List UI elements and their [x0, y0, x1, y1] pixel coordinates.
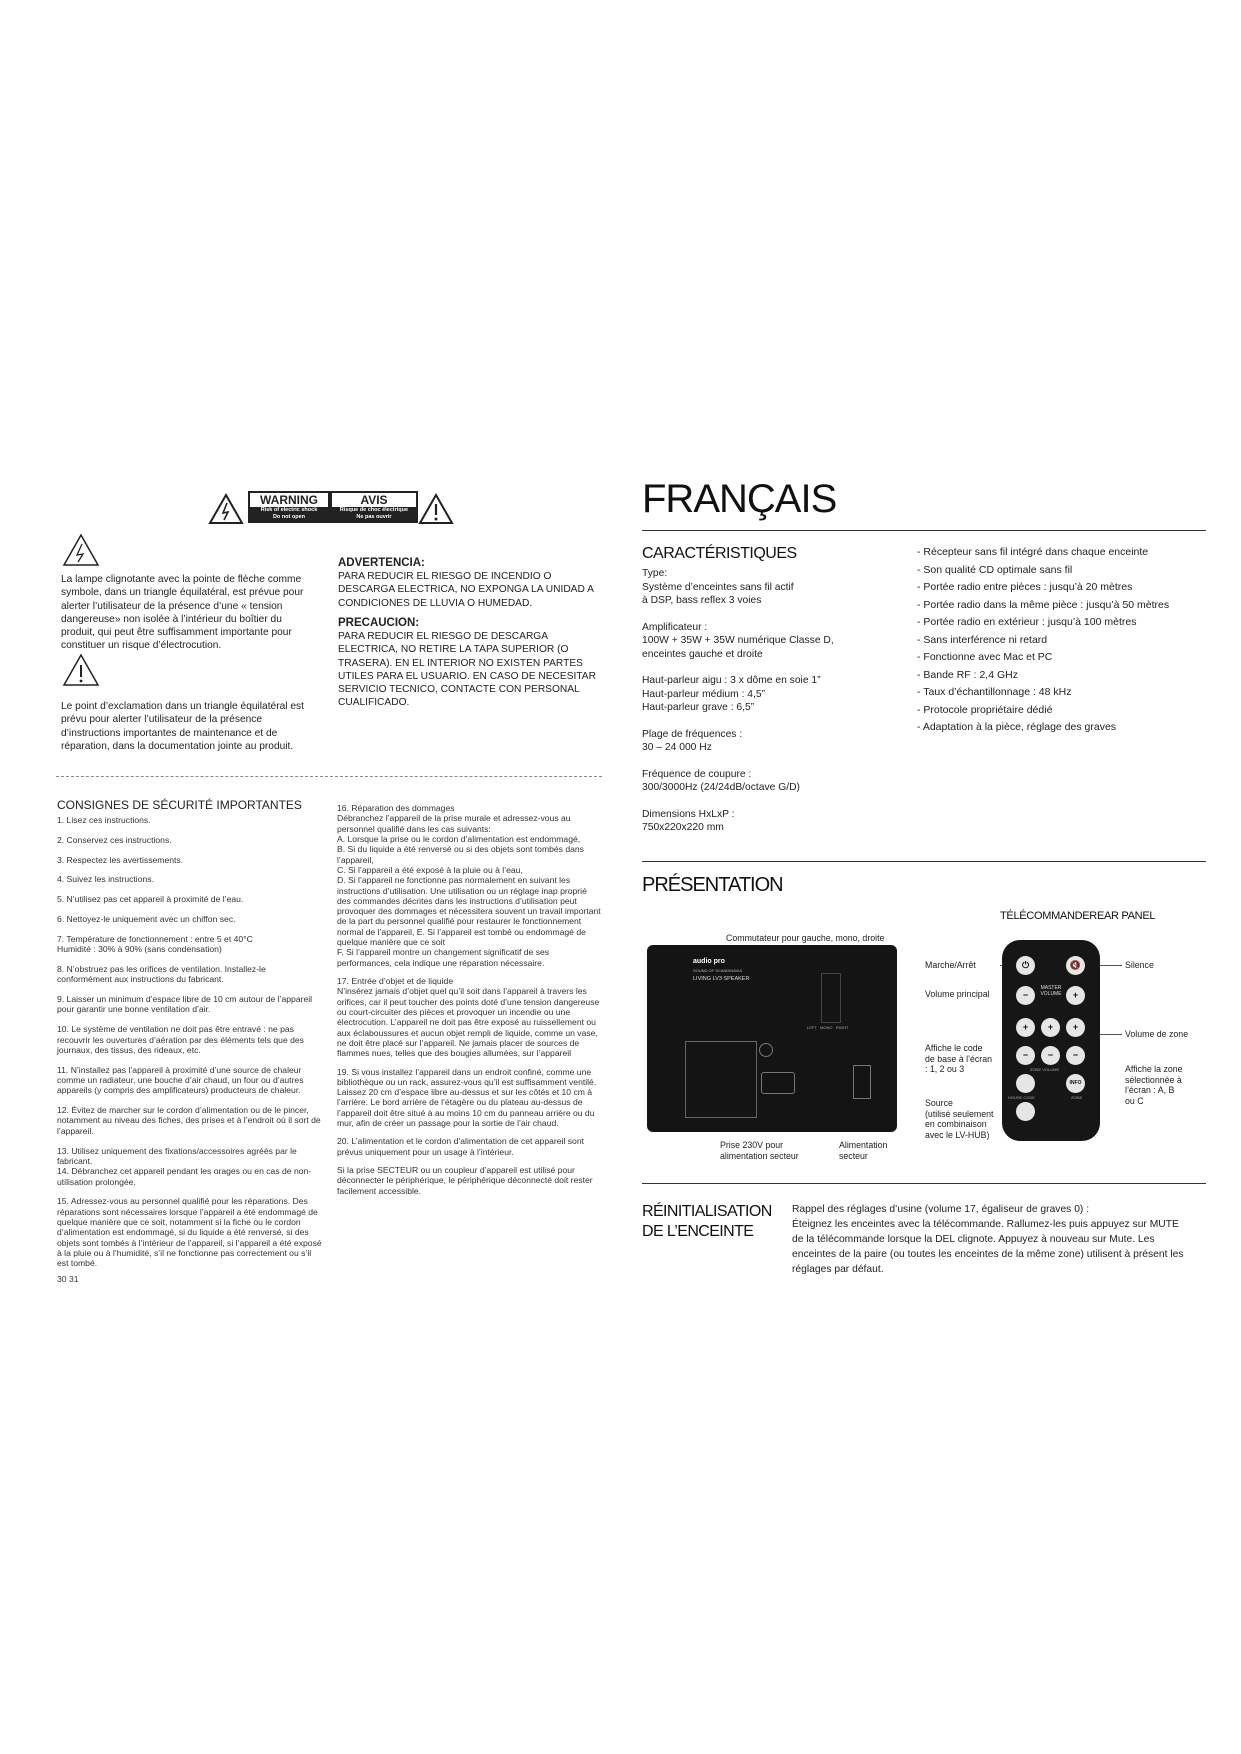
- power-button[interactable]: ⏻: [1016, 956, 1035, 975]
- specs-list: [642, 567, 882, 848]
- safety-list-item: 5. N’utilisez pas cet appareil à proximité de l’eau.: [57, 894, 244, 905]
- power-socket-label: Prise 230V pour alimentation secteur: [720, 1140, 799, 1161]
- mute-button[interactable]: 🔇: [1066, 956, 1085, 975]
- sticker: [685, 1041, 757, 1118]
- rear-panel-image: [647, 945, 897, 1132]
- volume-up-button[interactable]: +: [1066, 986, 1085, 1005]
- warning-text: WARNING: [260, 493, 318, 507]
- safety-list-item: 11. N’installez pas l’appareil à proximité d’une source de chaleur comme un radiateur, une bouche d’air chaud, un four ou d’autres appareils (y compris des amplificateurs) producteurs de chaleur.: [57, 1064, 304, 1096]
- zone-a-up-button[interactable]: +: [1016, 1018, 1035, 1037]
- exclamation-triangle-icon: [62, 653, 100, 687]
- feature-item: - Taux d’échantillonnage : 48 kHz: [917, 686, 1072, 698]
- safety-list-item: 4. Suivez les instructions.: [57, 874, 154, 885]
- feature-item: - Sans interférence ni retard: [917, 633, 1048, 646]
- master-volume-label: MASTER VOLUME: [1040, 985, 1062, 997]
- remote-control: [1002, 940, 1100, 1141]
- feature-item: - Bande RF : 2,4 GHz: [917, 668, 1018, 681]
- precaucion-text: PARA REDUCIR EL RIESGO DE DESCARGA ELECTRICA, NO RETIRE LA TAPA SUPERIOR (O TRASERA). EN EL INTERIOR NO EXISTEN PARTES UTILES PARA EL USUARIO. EN CASO DE NECESITAR SERVICIO TECNICO, CONTACTE CON PERSONAL CUALIFICADO.: [338, 631, 596, 709]
- left-page: [0, 0, 620, 1754]
- avis-box: [330, 491, 418, 523]
- warning-sub1: Risk of electric shock: [250, 507, 328, 514]
- brand-subtitle: SOUND OF SCANDINAVIA: [693, 968, 743, 973]
- house-code-button[interactable]: [1016, 1074, 1035, 1093]
- reset-rule: [642, 1183, 1206, 1184]
- feature-item: - Protocole propriétaire dédié: [917, 703, 1053, 716]
- safety-list-item: 13. Utilisez uniquement des fixations/accessoires agréés par le fabricant. 14. Débranchez cet appareil pendant les orages ou en cas de non-utilisation prolongée.: [57, 1145, 312, 1187]
- safety-list-item: 17. Entrée d’objet et de liquide N’insérez jamais d’objet quel qu’il soit dans l’appareil à travers les orifices, car il peut toucher des points doté d’une tension dangereuse ou court-circuiter des pièces et provoquer un incendie ou une électrocution. L’appareil ne doit pas être exposé au ruissellement ou aux éclaboussures et aucun objet rempli de liquide, comme un vase, ne doit être placé sur l’appareil. Ne jamais placer de sources de flammes nues, telles que des bougies allumées, sur l’appareil: [337, 976, 600, 1059]
- zone-c-up-button[interactable]: +: [1066, 1018, 1085, 1037]
- spec-item: Type: Système d’enceintes sans fil actif à DSP, bass reflex 3 voies: [642, 568, 794, 606]
- spec-item: Haut-parleur aigu : 3 x dôme en soie 1” Haut-parleur médium : 4,5” Haut-parleur grave : 6,5”: [642, 675, 821, 713]
- safety-list-col1: [57, 815, 323, 1278]
- safety-list-col2: [337, 803, 601, 1204]
- callout-line: [1100, 1034, 1122, 1035]
- zone-b-up-button[interactable]: +: [1041, 1018, 1060, 1037]
- feature-item: - Portée radio dans la même pièce : jusqu’à 50 mètres: [917, 598, 1170, 611]
- lightning-triangle-icon: [62, 533, 100, 567]
- right-page: [620, 0, 1241, 1754]
- volume-label: Volume principal: [925, 989, 990, 999]
- house-code-tag: HOUSE CODE: [1008, 1095, 1035, 1100]
- spec-item: Dimensions HxLxP : 750x220x220 mm: [642, 808, 735, 833]
- brand-logo: audio pro: [693, 958, 725, 965]
- volume-down-button[interactable]: −: [1016, 986, 1035, 1005]
- lightning-triangle-icon: [208, 493, 244, 525]
- spec-item: Fréquence de coupure : 300/3000Hz (24/24dB/octave G/D): [642, 768, 800, 793]
- zone-a-down-button[interactable]: −: [1016, 1046, 1035, 1065]
- features-list: [917, 546, 1217, 739]
- safety-list-item: 3. Respectez les avertissements.: [57, 854, 184, 865]
- spec-item: Amplificateur : 100W + 35W + 35W numérique Classe D, enceintes gauche et droite: [642, 621, 834, 660]
- dashed-divider: [56, 776, 602, 777]
- presentation-rule: [642, 861, 1206, 862]
- feature-item: - Portée radio en extérieur : jusqu’à 100 mètres: [917, 616, 1137, 628]
- zone-c-down-button[interactable]: −: [1066, 1046, 1085, 1065]
- connector-icon: [759, 1043, 773, 1057]
- page-title: FRANÇAIS: [642, 477, 837, 521]
- warning-sub2: Do not open: [250, 514, 328, 521]
- characteristics-title: CARACTÉRISTIQUES: [642, 545, 797, 562]
- safety-list-item: 19. Si vous installez l’appareil dans un endroit confiné, comme une bibliothèque ou un rack, assurez-vous qu’il est suffisamment ventilé. Laissez 20 cm d’espace libre au-dessus et sur les côtés et 10 cm à l’arrière. Le bord arrière de l’étagère ou du plateau au-dessus de l’appareil doit être situé à au moins 10 cm du panneau arrière ou du mur, afin de créer un passage pour la sortie de l’air chaud.: [337, 1066, 597, 1129]
- exclamation-triangle-icon: [418, 493, 454, 525]
- safety-list-item: 15. Adressez-vous au personnel qualifié pour les réparations. Des réparations sont nécessaires lorsque l’appareil a été endommagé de quelque manière que ce soit, notamment si la fiche ou le cordon d’alimentation est endommagé, si du liquide a été renversé, si des objets sont tombés à l’intérieur de l’appareil, si l’appareil a été exposé à la pluie ou à l’humidité, s’il ne fonctionne pas correctement ou s’il est tombé.: [57, 1196, 322, 1269]
- safety-list-item: 6. Nettoyez-le uniquement avec un chiffon sec.: [57, 914, 236, 925]
- power-switch: [853, 1065, 871, 1099]
- on-off-label: Marche/Arrêt: [925, 960, 976, 970]
- feature-item: - Récepteur sans fil intégré dans chaque enceinte: [917, 546, 1149, 558]
- safety-list-item: Si la prise SECTEUR ou un coupleur d’appareil est utilisé pour déconnecter le périphérique, le périphérique déconnecté doit rester facilement accessible.: [337, 1165, 593, 1196]
- callout-line: [1100, 965, 1122, 966]
- safety-list-item: 9. Laisser un minimum d’espace libre de 10 cm autour de l’appareil pour garantir une bonne ventilation d’air.: [57, 994, 313, 1015]
- avis-text: AVIS: [360, 493, 388, 507]
- safety-title: CONSIGNES DE SÉCURITÉ IMPORTANTES: [57, 798, 302, 812]
- precaucion-block: [338, 617, 600, 710]
- feature-item: - Son qualité CD optimale sans fil: [917, 563, 1073, 576]
- feature-item: - Portée radio entre pièces : jusqu’à 20 mètres: [917, 581, 1133, 593]
- power-socket: [761, 1072, 795, 1094]
- mute-label: Silence: [1125, 960, 1154, 970]
- model-label: LIVING LV3 SPEAKER: [693, 976, 750, 982]
- precaucion-title: PRECAUCION:: [338, 617, 420, 629]
- avis-sub1: Risque de choc électrique: [332, 507, 416, 514]
- source-button[interactable]: [1016, 1102, 1035, 1121]
- base-code-label: Affiche le code de base à l’écran : 1, 2 ou 3: [925, 1043, 992, 1075]
- safety-list-item: 2. Conservez ces instructions.: [57, 834, 172, 845]
- source-label: Source (utilisé seulement en combinaison avec le LV-HUB): [925, 1098, 994, 1140]
- switch-label: Commutateur pour gauche, mono, droite: [726, 933, 885, 943]
- lightning-description: La lampe clignotante avec la pointe de flèche comme symbole, dans un triangle équilatéral, est prévue pour alerter l’utilisateur de la présence d’une « tension dangereuse» non isolée à l’intérieur du boîtier du produit, qui peut être suffisamment importante pour constituer un risque d’électrocution.: [61, 574, 304, 652]
- feature-item: - Fonctionne avec Mac et PC: [917, 651, 1053, 663]
- safety-list-item: 10. Le système de ventilation ne doit pas être entravé : ne pas recouvrir les ouvertures d’aération par des éléments tels que des journaux, des tissus, des rideaux, etc.: [57, 1024, 304, 1055]
- panel-title: TÉLÉCOMMANDEREAR PANEL: [1000, 910, 1156, 922]
- safety-list-item: 1. Lisez ces instructions.: [57, 815, 151, 825]
- safety-list-item: 16. Réparation des dommages Débranchez l’appareil de la prise murale et adressez-vous au personnel qualifié dans les cas suivants: A. Lorsque la prise ou le cordon d’alimentation est endommagé, B. Si du liquide a été renversé ou si des objets sont tombés dans l’appareil, C. Si l’appareil a été exposé à la pluie ou à l’eau, D. Si l’appareil ne fonctionne pas normalement en suivant les instructions d’utilisation. Une utilisation ou un réglage inap proprié des commandes décrites dans les instructions d’utilisation peut provoquer des dommages et nécessitera souvent un travail important de la part du personnel qualifié pour restaurer le fonctionnement normal de l’appareil, E. Si l’appareil est tombé ou endommagé de quelque manière que ce soit F. Si l’appareil montre un changement significatif de ses performances, cela indique une réparation nécessaire.: [337, 803, 601, 968]
- power-supply-label: Alimentation secteur: [839, 1140, 888, 1161]
- exclamation-description: Le point d’exclamation dans un triangle équilatéral est prévu pour alerter l’utilisateur de la présence d’instructions importantes de maintenance et de réparation, dans la documentation jointe au produit.: [61, 701, 304, 752]
- zone-volume-label: Volume de zone: [1125, 1029, 1189, 1039]
- page-numbers: 30 31: [57, 1274, 79, 1284]
- advertencia-title: ADVERTENCIA:: [338, 557, 425, 569]
- zone-b-down-button[interactable]: −: [1041, 1046, 1060, 1065]
- zone-volume-tag: ZONE VOLUME: [1030, 1067, 1060, 1072]
- spec-item: Plage de fréquences : 30 – 24 000 Hz: [642, 728, 743, 753]
- advertencia-text: PARA REDUCIR EL RIESGO DE INCENDIO O DESCARGA ELECTRICA, NO EXPONGA LA UNIDAD A CONDICIONES DE LLUVIA O HUMEDAD.: [338, 571, 594, 609]
- safety-list-item: 20. L’alimentation et le cordon d’alimentation de cet appareil sont prévus uniquement pour un usage à l’intérieur.: [337, 1136, 584, 1157]
- presentation-title: PRÉSENTATION: [642, 874, 783, 896]
- zone-display-label: Affiche la zone sélectionnée à l’écran : A, B ou C: [1125, 1064, 1183, 1106]
- zone-tag: ZONE: [1071, 1095, 1083, 1100]
- avis-sub2: Ne pas ouvrir: [332, 514, 416, 521]
- title-rule: [642, 530, 1206, 531]
- info-button[interactable]: INFO: [1066, 1074, 1085, 1093]
- safety-list-item: 12. Évitez de marcher sur le cordon d’alimentation ou de le pincer, notamment au niveau des fiches, des prises et à l’endroit où il sort de l’appareil.: [57, 1105, 321, 1136]
- safety-list-item: 7. Température de fonctionnement : entre 5 et 40°C Humidité : 30% à 90% (sans condensation): [57, 933, 253, 955]
- feature-item: - Adaptation à la pièce, réglage des graves: [917, 721, 1117, 733]
- advertencia-block: [338, 557, 600, 610]
- reset-title: RÉINITIALISATION DE L’ENCEINTE: [642, 1203, 772, 1240]
- warning-label: [208, 491, 454, 527]
- reset-text: Rappel des réglages d’usine (volume 17, égaliseur de graves 0) : Éteignez les enceintes avec la télécommande. Rallumez-les puis appuyez sur MUTE de la télécommande lorsque la DEL clignote. Appuyez à nouveau sur Mute. Les enceintes de la paire (ou toutes les enceintes de la même zone) utilisent à présent les réglages par défaut.: [792, 1204, 1184, 1275]
- switch-slot: [821, 973, 841, 1023]
- warning-box: [248, 491, 330, 523]
- safety-list-item: 8. N’obstruez pas les orifices de ventilation. Installez-le conformément aux instructions du fabricant.: [57, 964, 266, 985]
- switch-marks: LEFT MONO RIGHT: [807, 1025, 849, 1030]
